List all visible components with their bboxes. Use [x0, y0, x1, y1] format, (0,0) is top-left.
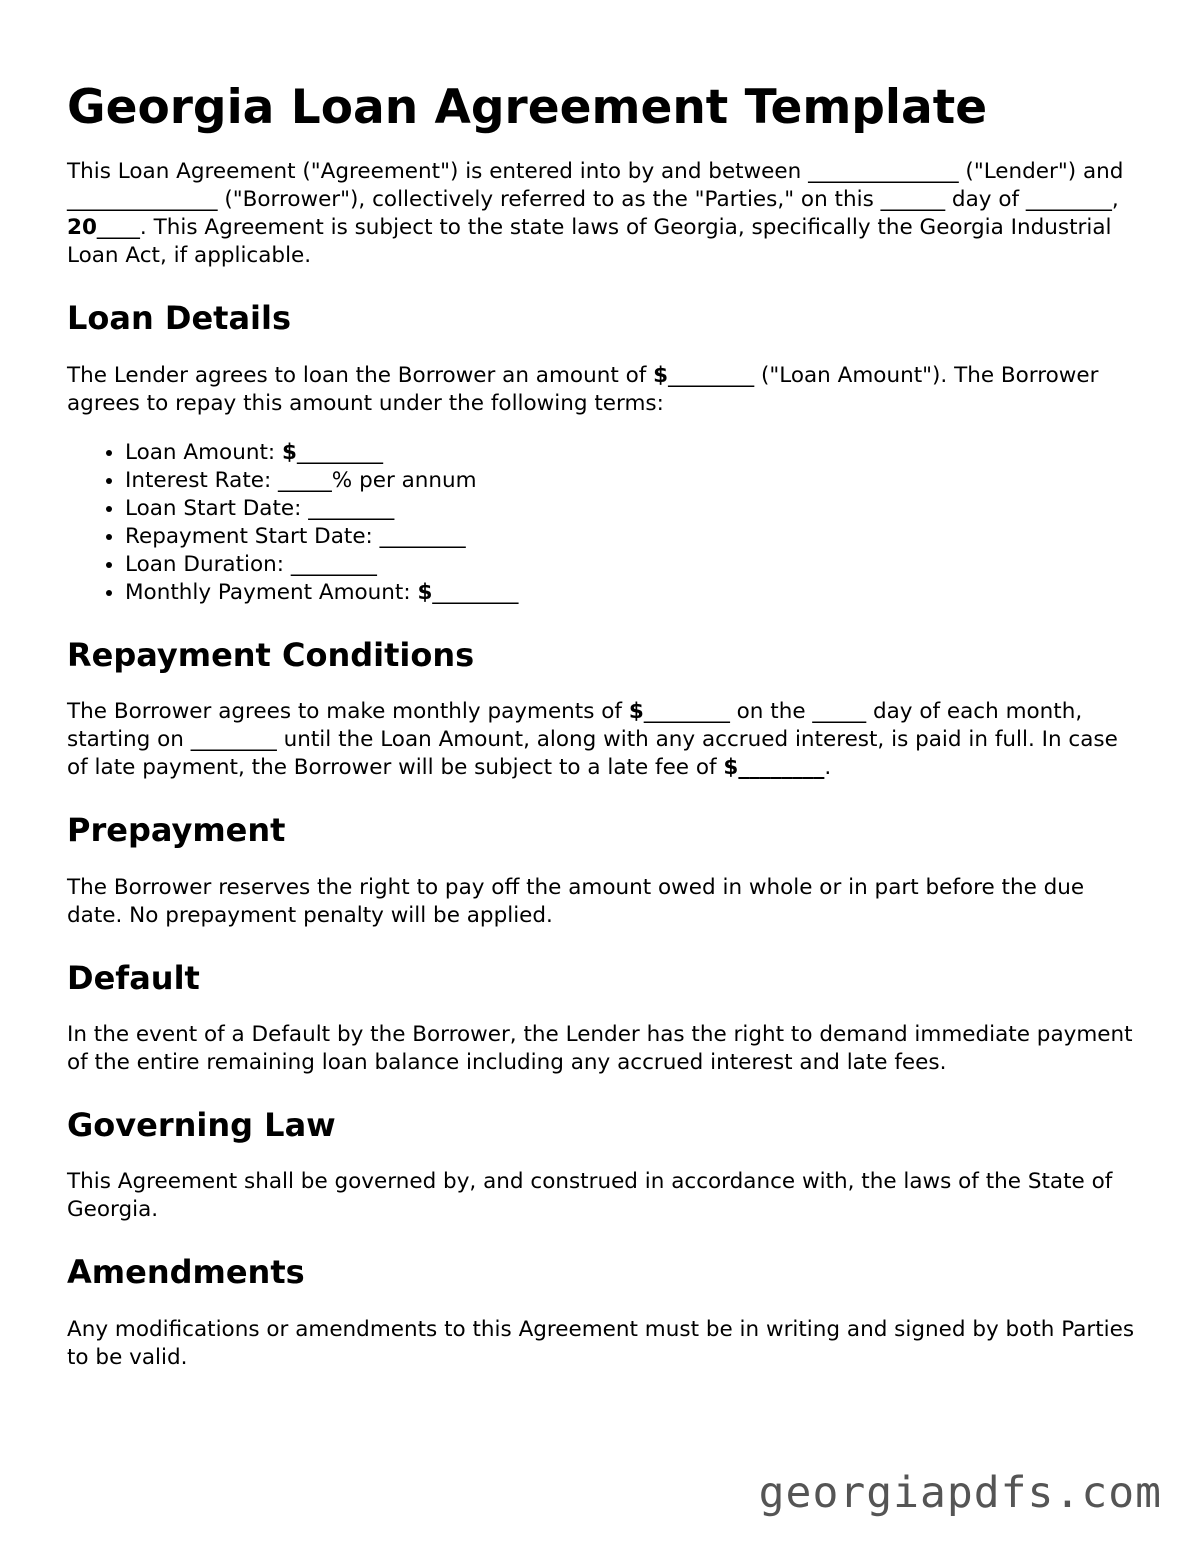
repayment-text-1: The Borrower agrees to make monthly payments of: [67, 699, 629, 725]
loan-details-text-2: ________ ("Loan Amount"). The Borrower agrees to repay this amount under the following terms:: [67, 362, 1099, 416]
list-item-label: Monthly Payment Amount:: [125, 579, 418, 605]
loan-details-text-1: The Lender agrees to loan the Borrower an amount of: [67, 362, 654, 388]
list-item-loan-start-date: [125, 495, 1137, 523]
loan-details-dollar: $: [653, 362, 669, 388]
list-item-interest-rate: [125, 467, 1137, 495]
list-item-repayment-start-date: [125, 523, 1137, 551]
repayment-dollar-2: $: [723, 755, 739, 781]
list-item-monthly-payment: [125, 579, 1137, 607]
repayment-text-end: .: [824, 755, 832, 781]
list-item-loan-amount: [125, 439, 1137, 467]
list-item-value: ________: [296, 439, 383, 465]
loan-details-paragraph: [67, 362, 1137, 418]
amendments-heading: Amendments: [67, 1253, 305, 1292]
list-item-label: Repayment Start Date: ________: [125, 523, 466, 549]
governing-law-heading: Governing Law: [67, 1105, 336, 1144]
default-heading: Default: [67, 958, 200, 997]
loan-terms-list: [67, 439, 1137, 607]
prepayment-heading: Prepayment: [67, 811, 286, 850]
prepayment-paragraph: The Borrower reserves the right to pay off the amount owed in whole or in part before the due date. No prepayment penalty will be applied.: [67, 874, 1085, 928]
list-item-loan-duration: [125, 551, 1137, 579]
page-title: Georgia Loan Agreement Template: [67, 80, 988, 135]
intro-text-1: This Loan Agreement ("Agreement") is entered into by and between ______________ ("Lender") and ______________ ("Borrower"), collectively referred to as the "Parties," on this ______ day of ________,: [67, 159, 1124, 213]
list-item-label: Loan Amount:: [125, 439, 282, 465]
watermark: georgiapdfs.com: [758, 1468, 1162, 1518]
repayment-dollar-1: $: [628, 699, 644, 725]
document-page: [67, 80, 1137, 1401]
intro-text-2: ____. This Agreement is subject to the state laws of Georgia, specifically the Georgia Industrial Loan Act, if applicable.: [67, 215, 1112, 269]
intro-paragraph: [67, 158, 1137, 270]
list-item-dollar: $: [417, 579, 433, 605]
list-item-dollar: $: [281, 439, 297, 465]
governing-law-paragraph: This Agreement shall be governed by, and construed in accordance with, the laws of the State of Georgia.: [67, 1169, 1113, 1223]
loan-details-heading: Loan Details: [67, 299, 292, 338]
list-item-label: Interest Rate: _____% per annum: [125, 467, 477, 493]
intro-year: 20: [67, 215, 97, 241]
repayment-heading: Repayment Conditions: [67, 635, 475, 674]
default-paragraph: In the event of a Default by the Borrower, the Lender has the right to demand immediate payment of the entire remaining loan balance including any accrued interest and late fees.: [67, 1021, 1133, 1075]
repayment-paragraph: [67, 698, 1137, 782]
list-item-label: Loan Start Date: ________: [125, 495, 395, 521]
repayment-text-2: ________ on the _____ day of each month, starting on ________ until the Loan Amount, along with any accrued interest, is paid in full. In case of late payment, the Borrower will be subject to a late fee of: [67, 699, 1118, 781]
list-item-label: Loan Duration: ________: [125, 551, 377, 577]
amendments-paragraph: Any modifications or amendments to this Agreement must be in writing and signed by both Parties to be valid.: [67, 1316, 1135, 1370]
repayment-late-fee-blank: ________: [738, 755, 825, 781]
list-item-value: ________: [432, 579, 519, 605]
